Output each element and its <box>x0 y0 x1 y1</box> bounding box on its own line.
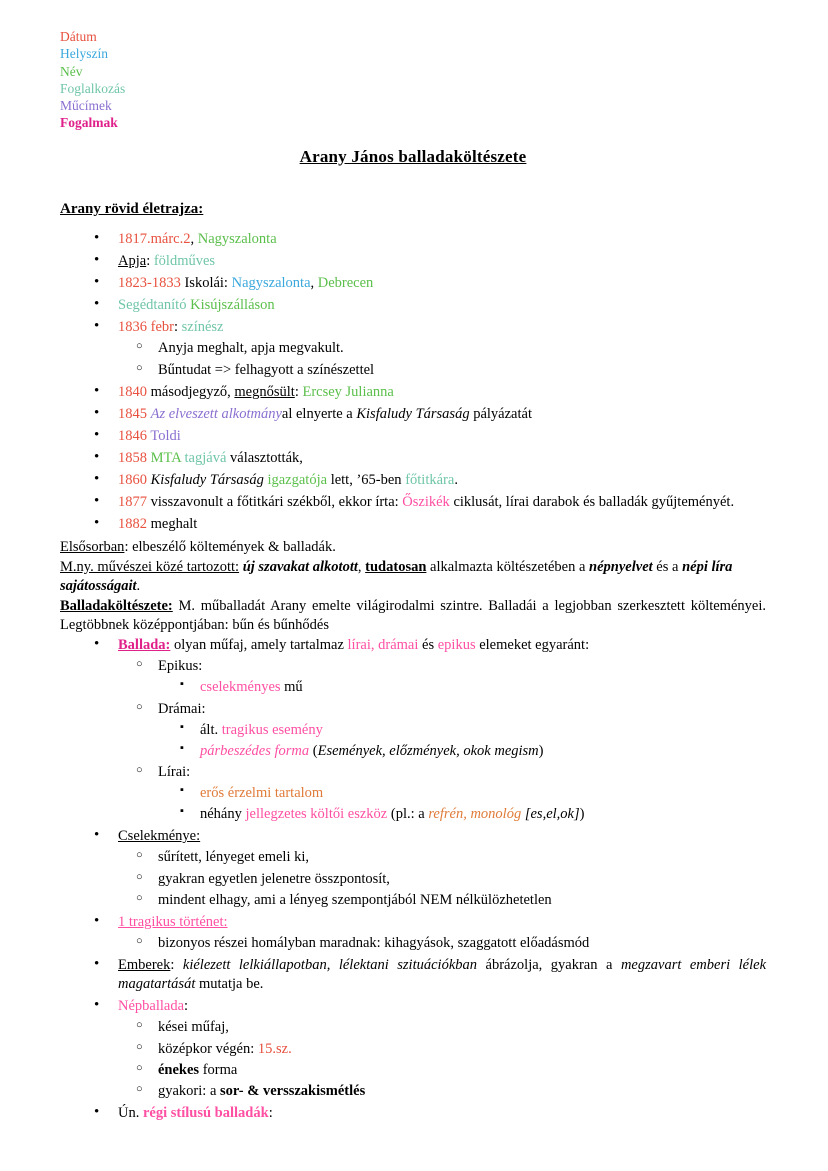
epikus-label: Epikus: <box>158 658 203 675</box>
legend-item-nev <box>60 63 766 80</box>
list-item <box>82 230 766 249</box>
list-item <box>82 515 766 534</box>
paragraph-elsosorban <box>60 538 766 557</box>
list-item <box>118 1018 766 1037</box>
legend-item-foglalkozas <box>60 80 766 97</box>
legend-label: Foglalkozás <box>60 80 126 96</box>
rich-text: Segédtanító Kisújszálláson <box>118 297 275 314</box>
subsection-heading-balladakoltészete: Balladaköltészete: <box>60 597 173 614</box>
nepballada-list <box>118 1018 766 1101</box>
rich-text: kései műfaj, <box>158 1019 229 1036</box>
rich-text: erős érzelmi tartalom <box>200 785 324 802</box>
list-item <box>118 763 766 824</box>
cselekmenye-list <box>118 848 766 909</box>
legend-item-fogalmak <box>60 114 766 131</box>
rich-text: 1858 MTA tagjává választották, <box>118 450 303 467</box>
list-item <box>118 1061 766 1080</box>
list-item <box>158 678 766 697</box>
legend-item-datum <box>60 28 766 45</box>
list-item <box>118 700 766 761</box>
list-item <box>158 805 766 824</box>
biography-sublist <box>118 339 766 379</box>
legend-label: Helyszín <box>60 46 108 62</box>
legend-label: Dátum <box>60 29 97 44</box>
cselekmenye-label: Cselekménye: <box>118 828 201 845</box>
legend-label: Műcímek <box>60 98 112 114</box>
rich-text: néhány jellegzetes költői eszköz (pl.: a refrén, monológ [es,el,ok]) <box>200 806 585 823</box>
rich-text: 1882 meghalt <box>118 516 198 533</box>
page-title: Arany János balladaköltészete <box>299 146 527 166</box>
list-item: ○ Anyja meghalt, apja megvakult. <box>118 339 766 358</box>
dramai-list <box>158 721 766 761</box>
tragikus-list <box>118 934 766 953</box>
rich-text: Ballada: olyan műfaj, amely tartalmaz lírai, drámai és epikus elemeket egyaránt: <box>118 637 590 654</box>
rich-text: ált. tragikus esemény <box>200 721 323 738</box>
list-item <box>82 449 766 468</box>
list-item <box>82 827 766 910</box>
list-item: ○ gyakran egyetlen jelenetre összpontosít, <box>118 870 766 889</box>
lirai-list <box>158 784 766 824</box>
dramai-label: Drámai: <box>158 700 206 717</box>
paragraph-balladakoltészete <box>60 597 766 635</box>
rich-text: 1877 visszavonult a főtitkári székből, ekkor írta: Őszikék ciklusát, lírai darabok és balladák gyűjteményét. <box>118 494 735 511</box>
list-item <box>82 318 766 379</box>
list-item: ○ bizonyos részei homályban maradnak: kihagyások, szaggatott előadásmód <box>118 934 766 953</box>
legend-item-helyszin <box>60 45 766 62</box>
rich-text: gyakori: a sor- & versszakismétlés <box>158 1082 366 1099</box>
list-item <box>82 997 766 1101</box>
rich-text: Ún. régi stílusú balladák: <box>118 1104 273 1121</box>
rich-text: énekes forma <box>158 1061 238 1078</box>
list-item <box>82 913 766 953</box>
list-item <box>82 274 766 293</box>
list-item: ○ mindent elhagy, ami a lényeg szempontjából NEM nélkülözhetetlen <box>118 891 766 910</box>
rich-text: Népballada: <box>118 998 189 1015</box>
rich-text: Elsősorban: elbeszélő költemények & balladák. <box>60 538 336 555</box>
rich-text: 1823-1833 Iskolái: Nagyszalonta, Debrecen <box>118 275 374 292</box>
legend-item-mucimek <box>60 97 766 114</box>
list-item <box>82 252 766 271</box>
list-item <box>82 493 766 512</box>
rich-text: Emberek: kiélezett lelkiállapotban, lélektani szituációkban ábrázolja, gyakran a megzavart emberi lélek magatartását mutatja be. <box>118 957 767 993</box>
legend-label: Név <box>60 63 83 79</box>
list-item: ○ Bűntudat => felhagyott a színészettel <box>118 361 766 380</box>
color-legend <box>60 28 766 132</box>
rich-text: párbeszédes forma (Események, előzmények, okok megism) <box>200 742 544 759</box>
list-item <box>82 636 766 824</box>
rich-text: 1840 másodjegyző, megnősült: Ercsey Julianna <box>118 383 394 400</box>
list-item <box>158 784 766 803</box>
list-item <box>82 471 766 490</box>
ballada-intro-text: M. műballadát Arany emelte világirodalmi szintre. Balladái a legjobban szerkesztett költeményei. Legtöbbnek középpontjában: bűn és bűnhődés <box>60 597 766 634</box>
lirai-label: Lírai: <box>158 763 191 780</box>
rich-text: cselekményes mű <box>200 679 303 696</box>
rich-text: középkor végén: 15.sz. <box>158 1040 292 1057</box>
rich-text: 1836 febr: színész <box>118 319 224 336</box>
list-item <box>118 1040 766 1059</box>
list-item <box>82 296 766 315</box>
list-item <box>82 427 766 446</box>
rich-text: 1845 Az elveszett alkotmányal elnyerte a Kisfaludy Társaság pályázatát <box>118 405 532 422</box>
list-item <box>82 405 766 424</box>
list-item <box>158 742 766 761</box>
legend-label: Fogalmak <box>60 115 118 131</box>
tragikus-tortenet-label: 1 tragikus történet: <box>118 913 228 930</box>
rich-text: 1860 Kisfaludy Társaság igazgatója lett, ’65-ben főtitkára. <box>118 472 458 489</box>
section-heading-biography: Arany rövid életrajza: <box>60 201 204 218</box>
paragraph-magyar-nyelv <box>60 558 766 596</box>
ballada-components-list <box>118 657 766 824</box>
list-item: ○ sűrített, lényeget emeli ki, <box>118 848 766 867</box>
rich-text: Apja: földműves <box>118 252 216 269</box>
list-item <box>82 383 766 402</box>
list-item <box>118 1082 766 1101</box>
list-item <box>118 657 766 697</box>
ballada-list <box>60 636 766 1123</box>
epikus-list <box>158 678 766 697</box>
rich-text: 1846 Toldi <box>118 427 181 444</box>
list-item <box>158 721 766 740</box>
rich-text: 1817.márc.2, Nagyszalonta <box>118 230 277 247</box>
list-item <box>82 956 766 994</box>
biography-list <box>60 230 766 535</box>
list-item <box>82 1104 766 1123</box>
rich-text: M.ny. művészei közé tartozott: új szavakat alkotott, tudatosan alkalmazta költészetében a népnyelvet és a népi líra sajátosságait. <box>60 558 733 594</box>
